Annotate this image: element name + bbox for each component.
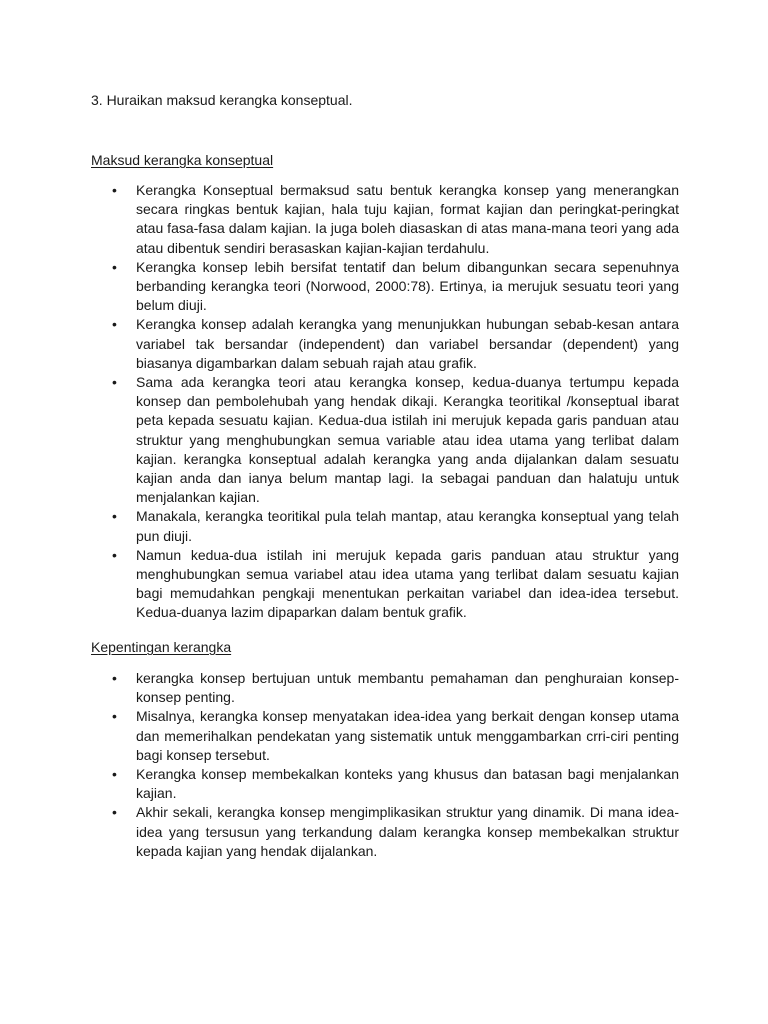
bullet-list-maksud: [91, 181, 679, 623]
list-item: • Kerangka konsep adalah kerangka yang menunjukkan hubungan sebab-kesan antara variabel tak bersandar (independent) dan variabel bersandar (dependent) yang biasanya digambarkan dalam sebuah rajah atau grafik.: [91, 315, 679, 373]
list-item: • Kerangka Konseptual bermaksud satu bentuk kerangka konsep yang menerangkan secara ringkas bentuk kajian, hala tuju kajian, format kajian dan peringkat-peringkat atau fasa-fasa dalam kajian. Ia juga boleh diasaskan di atas mana-mana teori yang ada atau dibentuk sendiri berasaskan kajian-kajian terdahulu.: [91, 181, 679, 258]
list-item: • Namun kedua-dua istilah ini merujuk kepada garis panduan atau struktur yang menghubungkan semua variabel atau idea utama yang terlibat dalam sesuatu kajian bagi memudahkan pengkaji menentukan perkaitan variabel dan idea-idea tersebut. Kedua-duanya lazim dipaparkan dalam bentuk grafik.: [91, 546, 679, 623]
bullet-list-kepentingan: [91, 669, 679, 861]
section-heading-kepentingan: Kepentingan kerangka: [91, 639, 232, 655]
question-title: 3. Huraikan maksud kerangka konseptual.: [91, 92, 353, 108]
list-item: • Misalnya, kerangka konsep menyatakan idea-idea yang berkait dengan konsep utama dan memerihalkan pendekatan yang sistematik untuk menggambarkan crri-ciri penting bagi konsep tersebut.: [91, 707, 679, 765]
list-item: • Kerangka konsep membekalkan konteks yang khusus dan batasan bagi menjalankan kajian.: [91, 765, 679, 803]
list-item: • Manakala, kerangka teoritikal pula telah mantap, atau kerangka konseptual yang telah pun diuji.: [91, 507, 679, 545]
list-item: • Kerangka konsep lebih bersifat tentatif dan belum dibangunkan secara sepenuhnya berbanding kerangka teori (Norwood, 2000:78). Ertinya, ia merujuk sesuatu teori yang belum diuji.: [91, 258, 679, 316]
list-item: • Sama ada kerangka teori atau kerangka konsep, kedua-duanya tertumpu kepada konsep dan pembolehubah yang hendak dikaji. Kerangka teoritikal /konseptual ibarat peta kepada sesuatu kajian. Kedua-dua istilah ini merujuk kepada garis panduan atau struktur yang menghubungkan semua variable atau idea utama yang terlibat dalam kajian. kerangka konseptual adalah kerangka yang anda dijalankan dalam sesuatu kajian anda dan ianya belum mantap lagi. Ia sebagai panduan dan halatuju untuk menjalankan kajian.: [91, 373, 679, 507]
section-heading-maksud: Maksud kerangka konseptual: [91, 152, 274, 168]
list-item: • kerangka konsep bertujuan untuk membantu pemahaman dan penghuraian konsep-konsep penting.: [91, 669, 679, 707]
list-item: • Akhir sekali, kerangka konsep mengimplikasikan struktur yang dinamik. Di mana idea-idea yang tersusun yang terkandung dalam kerangka konsep membekalkan struktur kepada kajian yang hendak dijalankan.: [91, 803, 679, 861]
